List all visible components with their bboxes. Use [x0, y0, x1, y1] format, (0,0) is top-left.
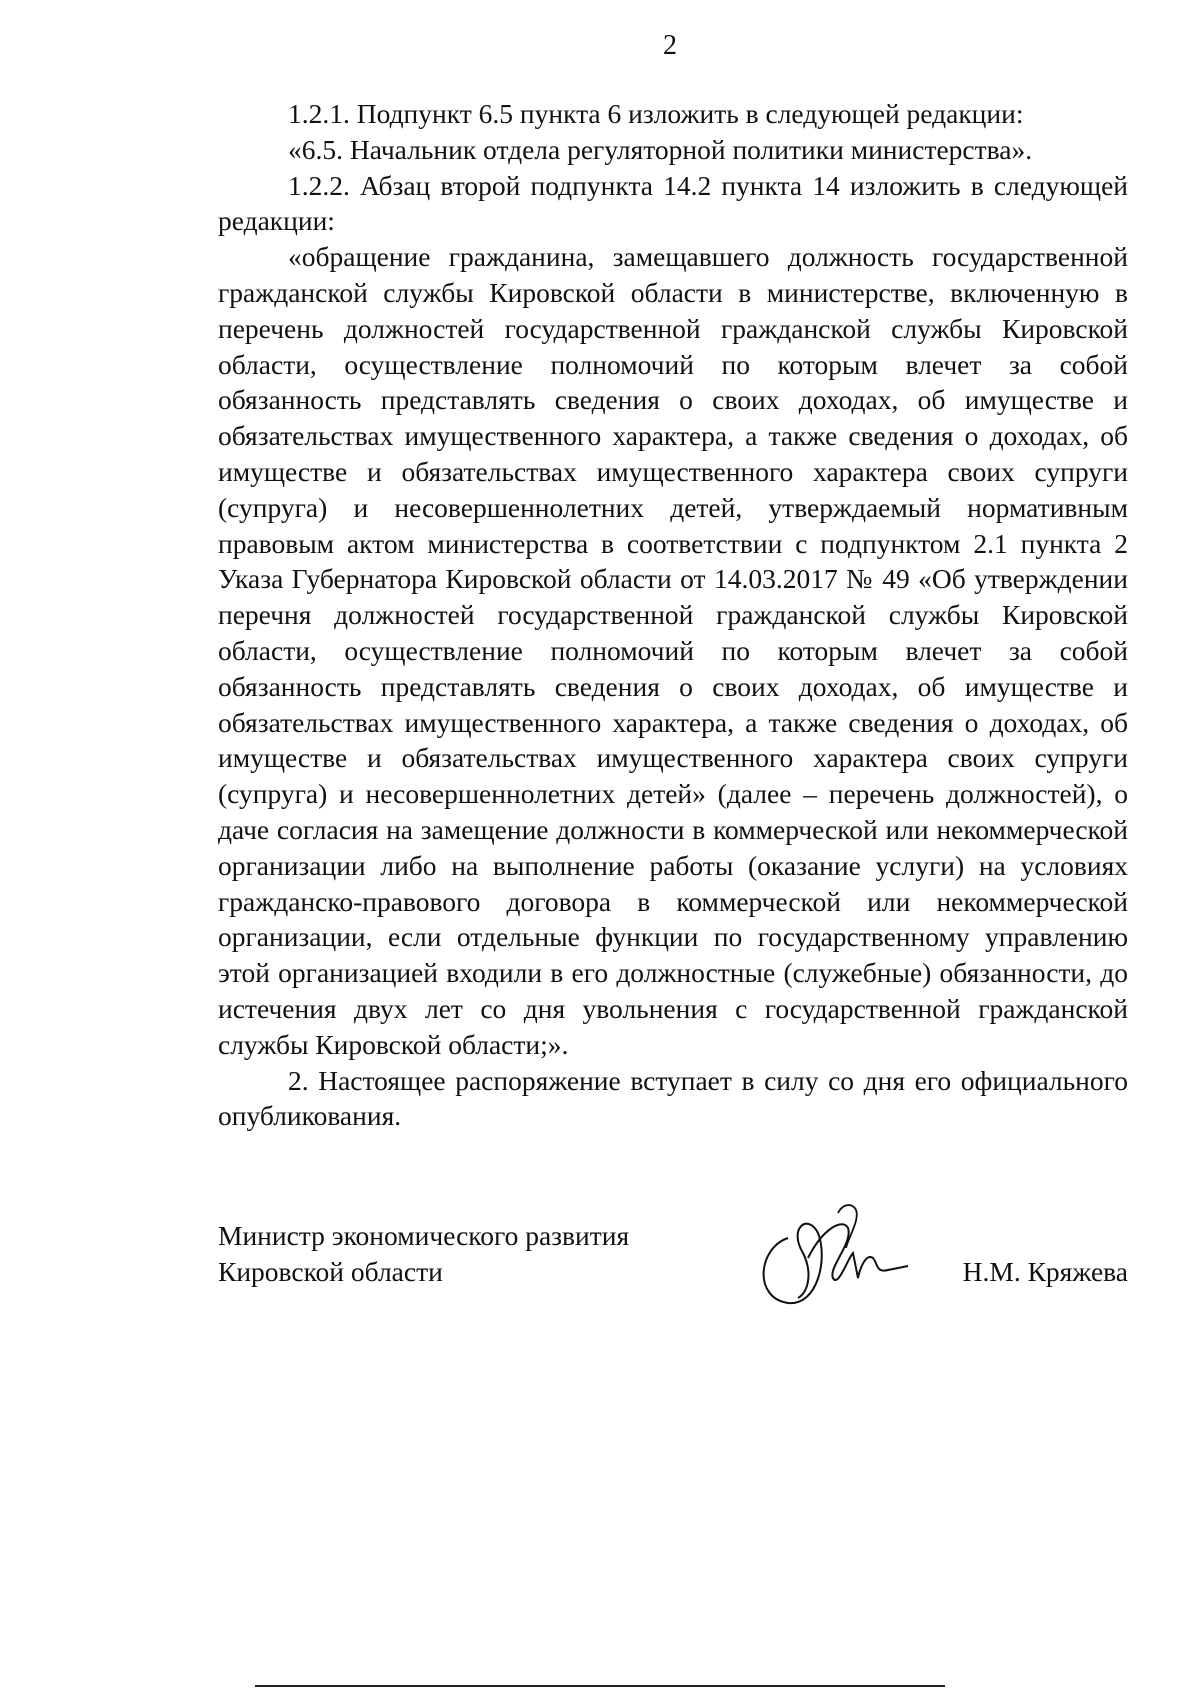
bottom-divider — [255, 1685, 945, 1687]
paragraph-quoted-text: «обращение гражданина, замещавшего должность государственной гражданской службы Кировской области в министерстве, включенную в перечень должностей государственной гражданской службы Кировской области, осуществление полномочий по которым влечет за собой обязанность представлять сведения о своих доходах, об имуществе и обязательствах имущественного характера, а также сведения о доходах, об имуществе и обязательствах имущественного характера своих супруги (супруга) и несовершеннолетних детей, утверждаемый нормативным правовым актом министерства в соответствии с подпунктом 2.1 пункта 2 Указа Губернатора Кировской области от 14.03.2017 № 49 «Об утверждении перечня должностей государственной гражданской службы Кировской области, осуществление полномочий по которым влечет за собой обязанность представлять сведения о своих доходах, об имуществе и обязательствах имущественного характера, а также сведения о доходах, об имуществе и обязательствах имущественного характера своих супруги (супруга) и несовершеннолетних детей» (далее – перечень должностей), о даче согласия на замещение должности в коммерческой или некоммерческой организации либо на выполнение работы (оказание услуги) на условиях гражданско-правового договора в коммерческой или некоммерческой организации, если отдельные функции по государственному управлению этой организацией входили в его должностные (служебные) обязанности, до истечения двух лет со дня увольнения с государственной гражданской службы Кировской области;». — [218, 241, 1128, 1060]
signer-name: Н.М. Кряжева — [962, 1256, 1128, 1287]
document-body — [218, 96, 1128, 1134]
paragraph-2-effective: 2. Настоящее распоряжение вступает в силу со дня его официального опубликования. — [218, 1064, 1128, 1132]
signature-block — [218, 1218, 1128, 1328]
handwritten-signature-icon — [748, 1198, 918, 1308]
paragraph-1-2-2: 1.2.2. Абзац второй подпункта 14.2 пункта 14 изложить в следующей редакции: — [218, 169, 1128, 237]
signer-title-line1: Министр экономического развития — [218, 1220, 630, 1251]
page-number: 2 — [663, 30, 677, 61]
paragraph-1-2-1: 1.2.1. Подпункт 6.5 пункта 6 изложить в следующей редакции: — [288, 98, 1024, 129]
signer-title — [218, 1218, 738, 1290]
signer-title-line2: Кировской области — [218, 1255, 443, 1287]
paragraph-6-5-quote: «6.5. Начальник отдела регуляторной политики министерства». — [288, 133, 1033, 165]
